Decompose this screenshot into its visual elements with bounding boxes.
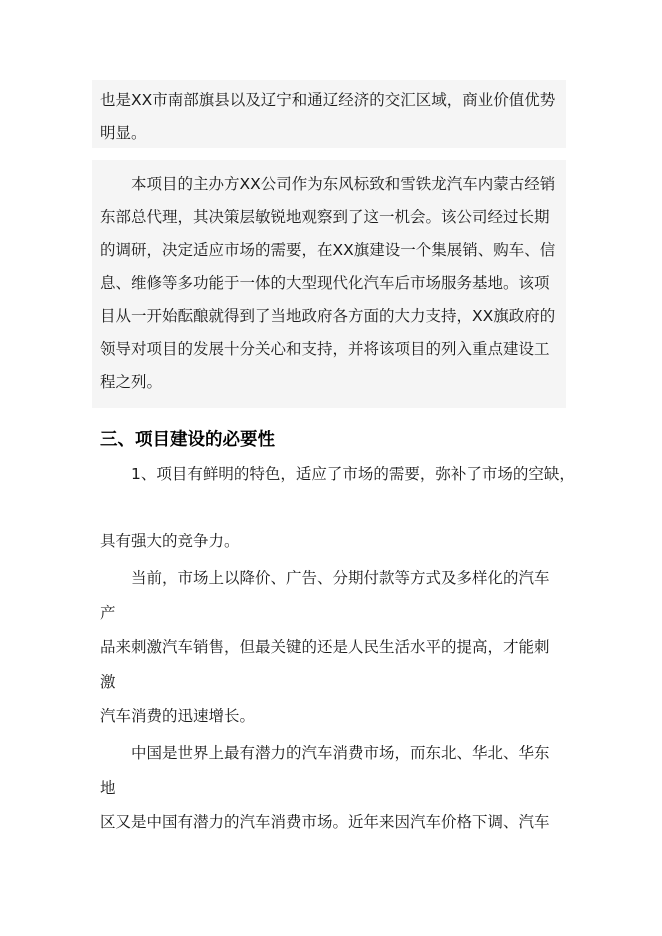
text-line: 品来刺激汽车销售，但最关键的还是人民生活水平的提高，才能刺	[100, 638, 550, 656]
text-line: 地	[100, 779, 116, 797]
text-line: 中国是世界上最有潜力的汽车消费市场，而东北、华北、华东	[131, 744, 550, 762]
text-line: 具有强大的竞争力。	[100, 532, 240, 550]
text-line: 当前，市场上以降价、广告、分期付款等方式及多样化的汽车	[131, 569, 550, 587]
text-line: 东部总代理，其决策层敏锐地观察到了这一机会。该公司经过长期	[100, 208, 550, 226]
text-line: 1、项目有鲜明的特色，适应了市场的需要，弥补了市场的空缺，	[131, 465, 575, 483]
text-line: 本项目的主办方XX公司作为东风标致和雪铁龙汽车内蒙古经销	[131, 175, 556, 193]
text-line: 目从一开始酝酿就得到了当地政府各方面的大力支持，XX旗政府的	[100, 307, 556, 325]
text-line: 的调研，决定适应市场的需要，在XX旗建设一个集展销、购车、信	[100, 241, 556, 259]
text-line: 区又是中国有潜力的汽车消费市场。近年来因汽车价格下调、汽车	[100, 813, 550, 831]
text-line: 汽车消费的迅速增长。	[100, 707, 256, 725]
text-line: 领导对项目的发展十分关心和支持，并将该项目的列入重点建设工	[100, 340, 550, 358]
text-line: 明显。	[100, 124, 147, 142]
text-line: 产	[100, 604, 116, 622]
text-line: 激	[100, 673, 116, 691]
text-line: 息、维修等多功能于一体的大型现代化汽车后市场服务基地。该项	[100, 274, 550, 292]
text-line: 程之列。	[100, 373, 163, 391]
section-heading: 三、项目建设的必要性	[100, 430, 275, 450]
text-line: 也是XX市南部旗县以及辽宁和通辽经济的交汇区域，商业价值优势	[100, 91, 556, 109]
